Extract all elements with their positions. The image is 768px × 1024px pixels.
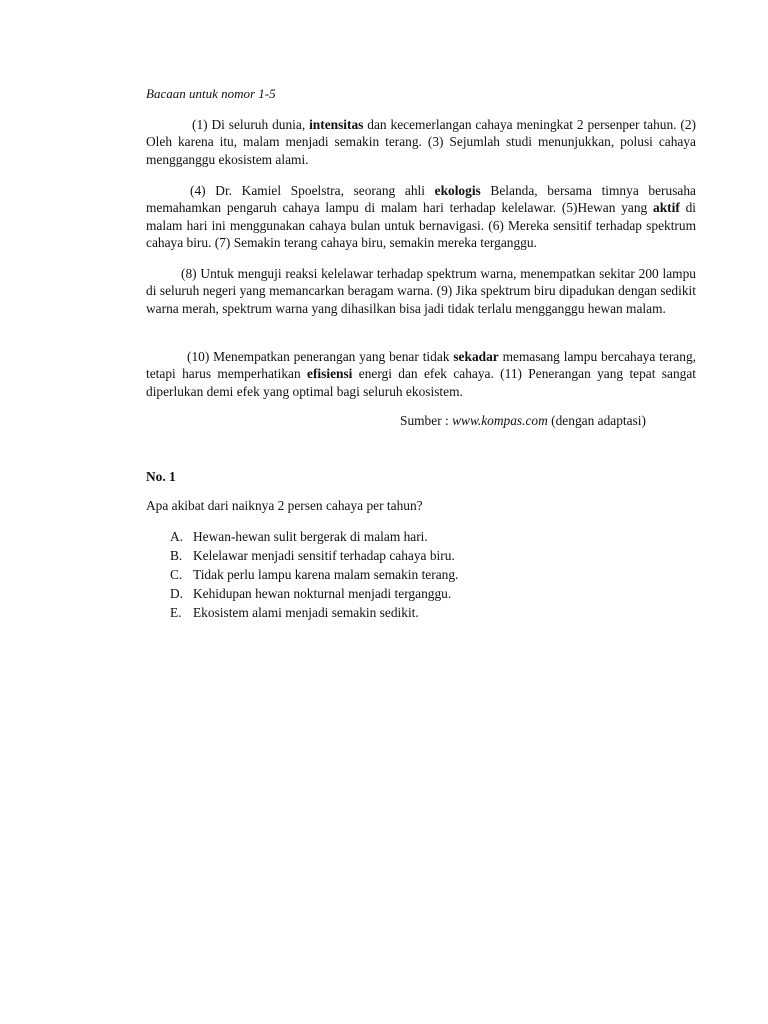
paragraph-1-text-a: (1) Di seluruh dunia,: [192, 117, 310, 132]
option-letter: B.: [170, 548, 183, 563]
paragraph-1: [146, 116, 696, 168]
term-aktif: aktif: [653, 200, 680, 216]
paragraph-2-text-b: Belanda, bersama timnya berusaha memahamkan pengaruh cahaya lampu di malam hari terhadap kelelawar. (5)Hewan yang: [146, 183, 697, 216]
paragraph-2-text-a: (4) Dr. Kamiel Spoelstra, seorang ahli: [190, 183, 435, 198]
term-sekadar: sekadar: [453, 349, 499, 364]
answer-options: [170, 527, 458, 622]
option-text: Kelelawar menjadi sensitif terhadap cahaya biru.: [193, 548, 455, 563]
option-text: Ekosistem alami menjadi semakin sedikit.: [193, 605, 419, 620]
option-letter: A.: [170, 529, 184, 544]
paragraph-4-text-b: memasang lampu bercahaya terang, tetapi harus memperhatikan: [146, 349, 696, 382]
option-e: [170, 603, 458, 622]
source-link: www.kompas.com: [452, 413, 548, 428]
option-c: [170, 565, 458, 584]
option-letter: D.: [170, 586, 184, 601]
option-b: [170, 546, 458, 565]
term-efisiensi: efisiensi: [307, 366, 353, 382]
question-number: No. 1: [146, 469, 176, 484]
option-a: [170, 527, 458, 546]
source-suffix: (dengan adaptasi): [547, 413, 646, 428]
paragraph-4-text-a: (10) Menempatkan penerangan yang benar tidak: [187, 349, 454, 364]
source-prefix: Sumber :: [400, 413, 453, 428]
paragraph-2: [146, 182, 696, 252]
option-text: Tidak perlu lampu karena malam semakin terang.: [193, 567, 459, 582]
option-d: [170, 584, 458, 603]
paragraph-4: [146, 348, 696, 400]
option-text: Kehidupan hewan nokturnal menjadi terganggu.: [193, 586, 452, 601]
option-letter: E.: [170, 605, 182, 620]
paragraph-3-text: (8) Untuk menguji reaksi kelelawar terhadap spektrum warna, menempatkan sekitar 200 lampu di seluruh negeri yang memancarkan beragam warna. (9) Jika spektrum biru dipadukan dengan sedikit warna merah, spektrum warna yang dihasilkan bisa jadi tidak terlalu mengganggu hewan malam.: [146, 266, 696, 316]
reading-heading: Bacaan untuk nomor 1-5: [146, 86, 276, 101]
term-intensitas: intensitas: [309, 117, 364, 132]
paragraph-2-text-c: di malam hari ini menggunakan cahaya bulan untuk bernavigasi. (6) Mereka sensitif terhadap spektrum cahaya biru. (7) Semakin terang cahaya biru, semakin mereka terganggu.: [146, 200, 696, 251]
paragraph-4-text-c: energi dan efek cahaya. (11) Penerangan yang tepat sangat diperlukan demi efek yang optimal bagi seluruh ekosistem.: [146, 366, 697, 399]
source-citation: [400, 412, 646, 429]
option-text: Hewan-hewan sulit bergerak di malam hari.: [193, 529, 428, 544]
paragraph-3: [146, 265, 696, 317]
option-letter: C.: [170, 567, 183, 582]
term-ekologis: ekologis: [434, 183, 481, 198]
paragraph-1-text-b: dan kecemerlangan cahaya meningkat 2 persenper tahun. (2) Oleh karena itu, malam menjadi semakin terang. (3) Sejumlah studi menunjukkan, polusi cahaya mengganggu ekosistem alami.: [146, 117, 697, 167]
question-text: Apa akibat dari naiknya 2 persen cahaya per tahun?: [146, 498, 423, 513]
